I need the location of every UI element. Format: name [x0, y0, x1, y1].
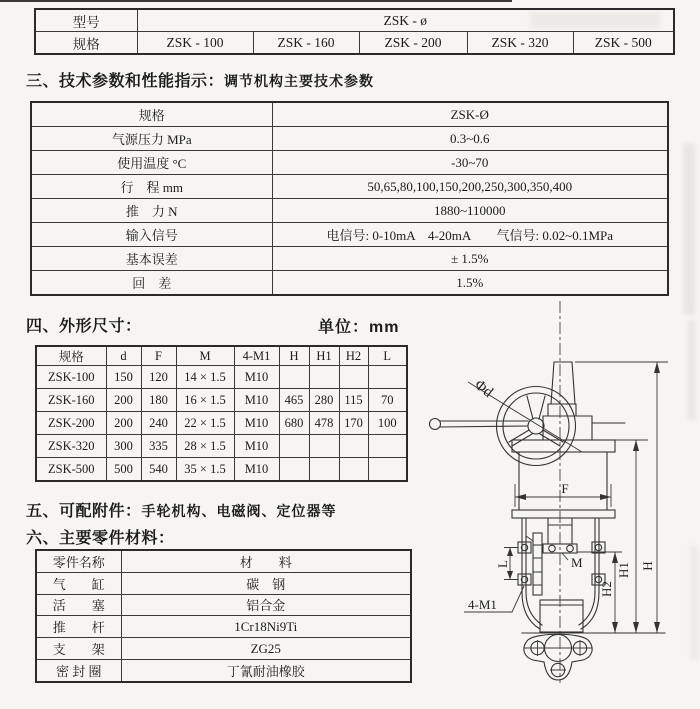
- table-cell: 170: [339, 412, 368, 435]
- section-3-heading: [26, 68, 374, 91]
- table-cell: 碳 钢: [121, 572, 411, 594]
- table-cell: 300: [106, 435, 141, 458]
- table-cell: 465: [279, 389, 309, 412]
- handle-ball: [430, 419, 441, 430]
- table-cell: 50,65,80,100,150,200,250,300,350,400: [272, 175, 668, 199]
- table-cell: 500: [106, 458, 141, 482]
- label-h1: H1: [616, 562, 631, 578]
- table-cell: 115: [339, 389, 368, 412]
- technical-parameters-table: [30, 101, 669, 296]
- table-cell: H1: [309, 346, 339, 366]
- table-cell: -30~70: [272, 151, 668, 175]
- label-4m1: 4-M1: [468, 597, 497, 612]
- table-cell: 规格: [31, 102, 272, 127]
- section-4-title: 四、外形尺寸：: [26, 318, 142, 335]
- table-cell: ZSK-100: [36, 366, 106, 389]
- section-5-title: 五、可配附件：: [26, 503, 142, 520]
- bottom-flange: [524, 634, 592, 680]
- lower-block: [540, 600, 583, 632]
- table-row: [36, 366, 407, 389]
- table-cell: 铝合金: [121, 594, 411, 616]
- table-row: [31, 151, 668, 175]
- table-cell: 16 × 1.5: [176, 389, 234, 412]
- table-row: [35, 32, 674, 55]
- table-cell: ZSK-320: [36, 435, 106, 458]
- table-row: [36, 616, 411, 638]
- table-cell: 推 力 N: [31, 199, 272, 223]
- table-row: [31, 175, 668, 199]
- table-cell: ZSK - ø: [137, 9, 674, 32]
- table-cell: 使用温度 °C: [31, 151, 272, 175]
- table-cell: d: [106, 346, 141, 366]
- table-cell: [368, 366, 407, 389]
- table-row: [36, 659, 411, 681]
- table-cell: L: [368, 346, 407, 366]
- table-row: [31, 127, 668, 151]
- table-cell: 70: [368, 389, 407, 412]
- yoke-leg-curves: [522, 592, 599, 629]
- table-cell: 200: [106, 412, 141, 435]
- table-cell: 气 缸: [36, 572, 121, 594]
- label-f: F: [561, 481, 569, 496]
- table-cell: 活 塞: [36, 594, 121, 616]
- table-cell: 零件名称: [36, 550, 121, 572]
- table-cell: M10: [234, 412, 279, 435]
- label-h2: H2: [599, 581, 614, 597]
- handwheel: [430, 387, 576, 466]
- table-cell: H2: [339, 346, 368, 366]
- table-cell: ZSK - 320: [467, 32, 573, 55]
- table-cell: ZSK - 160: [253, 32, 359, 55]
- table-row: [35, 9, 674, 32]
- table-cell: 14 × 1.5: [176, 366, 234, 389]
- table-cell: [339, 435, 368, 458]
- table-cell: 回 差: [31, 271, 272, 296]
- handle-rod: [440, 421, 528, 427]
- table-row: [36, 435, 407, 458]
- table-cell: 规格: [35, 32, 137, 55]
- table-cell: 支 架: [36, 638, 121, 660]
- table-row: [31, 102, 668, 127]
- table-cell: 行 程 mm: [31, 175, 272, 199]
- table-cell: 1880~110000: [272, 199, 668, 223]
- scan-smudge: [683, 143, 695, 315]
- table-cell: 推 杆: [36, 616, 121, 638]
- label-phi-d: Φd: [471, 376, 496, 401]
- section-5-subtitle: 手轮机构、电磁阀、定位器等: [141, 505, 337, 520]
- table-cell: [339, 366, 368, 389]
- table-row: [31, 247, 668, 271]
- table-cell: 型号: [35, 9, 137, 32]
- table-cell: M: [176, 346, 234, 366]
- table-cell: M10: [234, 389, 279, 412]
- table-cell: ZSK-Ø: [272, 102, 668, 127]
- table-cell: 35 × 1.5: [176, 458, 234, 482]
- dimension-annotations: [464, 362, 668, 633]
- table-cell: [368, 458, 407, 482]
- table-cell: 基本误差: [31, 247, 272, 271]
- table-cell: M10: [234, 435, 279, 458]
- table-row: [36, 389, 407, 412]
- table-cell: 1Cr18Ni9Ti: [121, 616, 411, 638]
- label-l: L: [495, 560, 510, 568]
- table-cell: M10: [234, 458, 279, 482]
- table-cell: F: [141, 346, 176, 366]
- table-cell: [279, 458, 309, 482]
- table-cell: 电信号: 0-10mA 4-20mA 气信号: 0.02~0.1MPa: [272, 223, 668, 247]
- table-cell: 丁氰耐油橡胶: [121, 659, 411, 681]
- dimensions-table: [35, 345, 408, 482]
- label-h: H: [640, 561, 655, 571]
- section-6-title: 六、主要零件材料：: [26, 530, 175, 547]
- table-cell: 输入信号: [31, 223, 272, 247]
- table-cell: 密 封 圈: [36, 659, 121, 681]
- table-cell: 680: [279, 412, 309, 435]
- table-cell: ZSK - 200: [359, 32, 467, 55]
- table-cell: [339, 458, 368, 482]
- table-row: [31, 271, 668, 296]
- table-cell: ZSK-500: [36, 458, 106, 482]
- table-cell: ± 1.5%: [272, 247, 668, 271]
- yoke-and-cylinder: [512, 440, 665, 633]
- unit-label: 单位：mm: [318, 319, 400, 336]
- table-cell: 120: [141, 366, 176, 389]
- table-cell: [309, 435, 339, 458]
- clamp-blocks: [518, 542, 605, 585]
- section-3-subtitle: 调节机构主要技术参数: [224, 75, 375, 90]
- table-cell: 0.3~0.6: [272, 127, 668, 151]
- table-cell: 280: [309, 389, 339, 412]
- upper-stem-and-bonnet: [543, 362, 625, 440]
- table-cell: [368, 435, 407, 458]
- table-cell: H: [279, 346, 309, 366]
- section-4-heading: [26, 313, 142, 336]
- section-3-title: 三、技术参数和性能指示：: [26, 73, 225, 90]
- table-cell: 气源压力 MPa: [31, 127, 272, 151]
- table-row: [36, 594, 411, 616]
- table-cell: ZSK-200: [36, 412, 106, 435]
- model-spec-table: [34, 8, 675, 55]
- section-5-heading: [26, 498, 337, 521]
- table-row: [36, 572, 411, 594]
- table-cell: 1.5%: [272, 271, 668, 296]
- table-cell: 150: [106, 366, 141, 389]
- actuator-outline-drawing: [425, 295, 700, 709]
- table-cell: 240: [141, 412, 176, 435]
- materials-table: [35, 549, 412, 683]
- table-cell: 100: [368, 412, 407, 435]
- section-6-heading: [26, 525, 175, 548]
- table-row: [31, 223, 668, 247]
- table-row: [36, 412, 407, 435]
- table-cell: 22 × 1.5: [176, 412, 234, 435]
- table-cell: ZG25: [121, 638, 411, 660]
- scan-edge-artifact: [0, 0, 512, 2]
- table-cell: 540: [141, 458, 176, 482]
- table-cell: [309, 366, 339, 389]
- table-cell: M10: [234, 366, 279, 389]
- table-row: [36, 458, 407, 482]
- table-row: [36, 550, 411, 572]
- table-cell: [309, 458, 339, 482]
- table-cell: ZSK-160: [36, 389, 106, 412]
- table-cell: [279, 435, 309, 458]
- table-row: [31, 199, 668, 223]
- table-cell: 28 × 1.5: [176, 435, 234, 458]
- table-cell: ZSK - 100: [137, 32, 253, 55]
- table-cell: 335: [141, 435, 176, 458]
- table-cell: 规格: [36, 346, 106, 366]
- table-cell: 4-M1: [234, 346, 279, 366]
- table-cell: 478: [309, 412, 339, 435]
- table-cell: 材 料: [121, 550, 411, 572]
- table-cell: [279, 366, 309, 389]
- table-row: [36, 346, 407, 366]
- table-row: [36, 638, 411, 660]
- label-m: M: [571, 555, 583, 570]
- table-cell: 180: [141, 389, 176, 412]
- table-cell: 200: [106, 389, 141, 412]
- table-cell: ZSK - 500: [573, 32, 674, 55]
